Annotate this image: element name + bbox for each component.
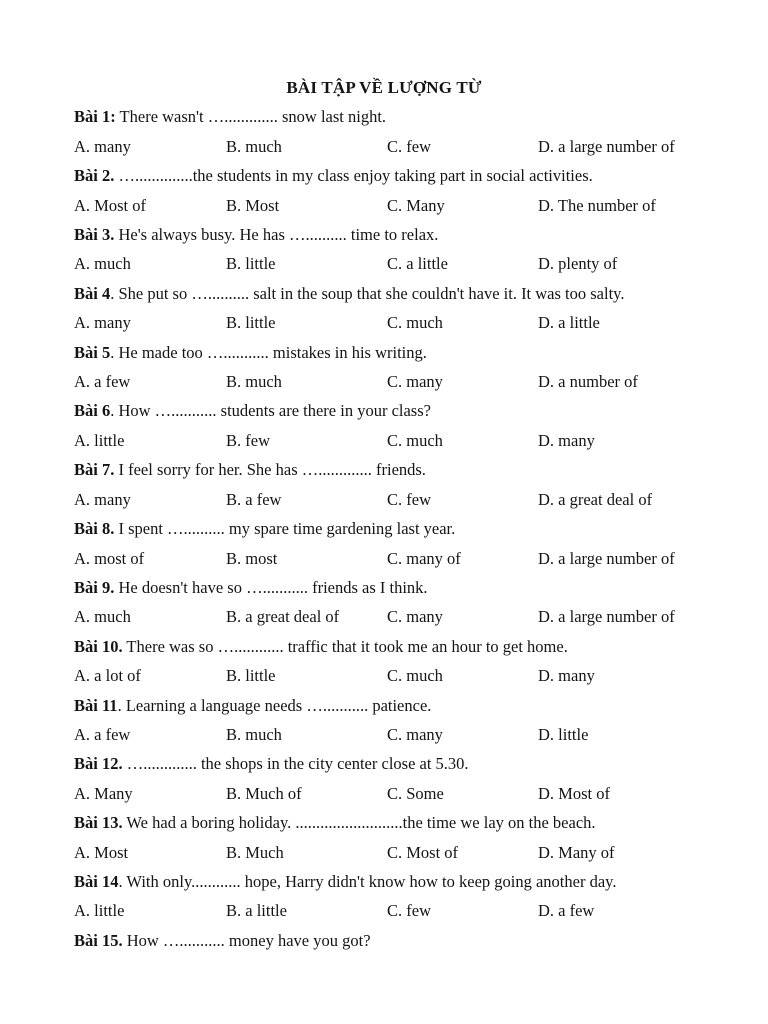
- question-label: Bài 6: [74, 401, 111, 421]
- question-5: [74, 338, 694, 397]
- option-b: B. Most: [226, 195, 280, 215]
- option-d: D. Many of: [538, 842, 615, 862]
- option-b: B. a few: [226, 489, 282, 509]
- options-row: [74, 249, 694, 278]
- question-text: [74, 691, 694, 720]
- option-d: D. many: [538, 666, 595, 686]
- options-row: [74, 426, 694, 455]
- option-a: A. a few: [74, 724, 131, 744]
- question-text: [74, 396, 694, 425]
- option-c: C. few: [387, 901, 431, 921]
- question-body: There wasn't …............. snow last night.: [115, 107, 387, 127]
- question-text: [74, 161, 694, 190]
- question-7: [74, 455, 694, 514]
- option-c: C. many: [387, 724, 443, 744]
- option-a: A. Most: [74, 842, 129, 862]
- option-a: A. Most of: [74, 195, 146, 215]
- option-d: D. a number of: [538, 372, 638, 392]
- option-d: D. little: [538, 724, 589, 744]
- question-body: . How …........... students are there in your class?: [110, 401, 431, 421]
- question-body: . He made too …........... mistakes in his writing.: [110, 342, 427, 362]
- option-c: C. much: [387, 430, 443, 450]
- question-text: [74, 632, 694, 661]
- options-row: [74, 308, 694, 337]
- options-row: [74, 896, 694, 925]
- options-row: [74, 191, 694, 220]
- question-6: [74, 396, 694, 455]
- option-c: C. Most of: [387, 842, 459, 862]
- question-4: [74, 279, 694, 338]
- option-b: B. much: [226, 724, 282, 744]
- question-text: [74, 102, 694, 131]
- question-label: Bài 11: [74, 695, 118, 715]
- option-c: C. many: [387, 607, 443, 627]
- question-1: [74, 102, 694, 161]
- option-c: C. Many: [387, 195, 445, 215]
- option-b: B. little: [226, 254, 276, 274]
- question-label: Bài 10.: [74, 636, 123, 656]
- question-label: Bài 14: [74, 871, 119, 891]
- question-text: [74, 573, 694, 602]
- option-b: B. little: [226, 666, 276, 686]
- option-c: C. a little: [387, 254, 448, 274]
- options-row: [74, 602, 694, 631]
- question-10: [74, 632, 694, 691]
- options-row: [74, 779, 694, 808]
- options-row: [74, 838, 694, 867]
- question-text: [74, 808, 694, 837]
- question-body: . Learning a language needs …........... patience.: [117, 695, 432, 715]
- options-row: [74, 485, 694, 514]
- option-a: A. much: [74, 607, 131, 627]
- options-row: [74, 367, 694, 396]
- question-body: How …........... money have you got?: [122, 930, 371, 950]
- option-d: D. many: [538, 430, 595, 450]
- option-d: D. Most of: [538, 783, 610, 803]
- option-b: B. a little: [226, 901, 287, 921]
- question-body: . She put so ….......... salt in the soup that she couldn't have it. It was too salty.: [110, 283, 625, 303]
- question-text: [74, 514, 694, 543]
- options-row: [74, 544, 694, 573]
- option-a: A. many: [74, 313, 131, 333]
- question-label: Bài 9.: [74, 577, 115, 597]
- option-c: C. few: [387, 136, 431, 156]
- question-14: [74, 867, 694, 926]
- question-9: [74, 573, 694, 632]
- option-d: D. plenty of: [538, 254, 618, 274]
- question-2: [74, 161, 694, 220]
- option-a: A. Many: [74, 783, 133, 803]
- option-a: A. many: [74, 489, 131, 509]
- question-body: We had a boring holiday. ..........................the time we lay on the beach.: [122, 813, 596, 833]
- question-12: [74, 749, 694, 808]
- option-d: D. a little: [538, 313, 600, 333]
- option-a: A. little: [74, 901, 125, 921]
- option-d: D. a large number of: [538, 607, 675, 627]
- question-label: Bài 2.: [74, 166, 115, 186]
- question-label: Bài 13.: [74, 813, 123, 833]
- question-body: He doesn't have so …........... friends as I think.: [114, 577, 428, 597]
- option-b: B. Much of: [226, 783, 302, 803]
- option-a: A. a lot of: [74, 666, 141, 686]
- options-row: [74, 132, 694, 161]
- option-c: C. much: [387, 313, 443, 333]
- question-8: [74, 514, 694, 573]
- page-title: BÀI TẬP VỀ LƯỢNG TỪ: [286, 78, 482, 97]
- option-c: C. much: [387, 666, 443, 686]
- option-d: D. a great deal of: [538, 489, 653, 509]
- option-b: B. most: [226, 548, 278, 568]
- question-text: [74, 926, 694, 955]
- question-text: [74, 338, 694, 367]
- question-body: He's always busy. He has ….......... time to relax.: [114, 225, 439, 245]
- option-a: A. little: [74, 430, 125, 450]
- question-body: I feel sorry for her. She has …............. friends.: [114, 460, 426, 480]
- question-13: [74, 808, 694, 867]
- option-a: A. most of: [74, 548, 145, 568]
- option-b: B. much: [226, 372, 282, 392]
- option-b: B. few: [226, 430, 270, 450]
- option-c: C. Some: [387, 783, 444, 803]
- option-b: B. little: [226, 313, 276, 333]
- question-body: There was so …............ traffic that it took me an hour to get home.: [122, 636, 568, 656]
- question-label: Bài 5: [74, 342, 111, 362]
- option-d: D. a few: [538, 901, 595, 921]
- question-label: Bài 12.: [74, 754, 123, 774]
- question-text: [74, 220, 694, 249]
- option-b: B. Much: [226, 842, 284, 862]
- question-label: Bài 7.: [74, 460, 115, 480]
- question-text: [74, 749, 694, 778]
- option-c: C. few: [387, 489, 431, 509]
- question-11: [74, 691, 694, 750]
- option-c: C. many: [387, 372, 443, 392]
- option-d: D. a large number of: [538, 136, 675, 156]
- question-body: …............. the shops in the city center close at 5.30.: [122, 754, 469, 774]
- option-a: A. a few: [74, 372, 131, 392]
- options-row: [74, 720, 694, 749]
- option-d: D. The number of: [538, 195, 656, 215]
- option-b: B. a great deal of: [226, 607, 340, 627]
- question-label: Bài 8.: [74, 519, 115, 539]
- question-label: Bài 15.: [74, 930, 123, 950]
- option-a: A. many: [74, 136, 131, 156]
- question-label: Bài 4: [74, 283, 111, 303]
- option-d: D. a large number of: [538, 548, 675, 568]
- question-body: …..............the students in my class enjoy taking part in social activities.: [114, 166, 593, 186]
- option-b: B. much: [226, 136, 282, 156]
- question-text: [74, 279, 694, 308]
- question-label: Bài 1:: [74, 107, 116, 127]
- question-label: Bài 3.: [74, 225, 115, 245]
- options-row: [74, 661, 694, 690]
- question-text: [74, 867, 694, 896]
- option-a: A. much: [74, 254, 131, 274]
- option-c: C. many of: [387, 548, 461, 568]
- question-3: [74, 220, 694, 279]
- question-body: . With only............ hope, Harry didn't know how to keep going another day.: [118, 871, 617, 891]
- question-text: [74, 455, 694, 484]
- question-15: [74, 926, 694, 955]
- question-body: I spent ….......... my spare time gardening last year.: [114, 519, 456, 539]
